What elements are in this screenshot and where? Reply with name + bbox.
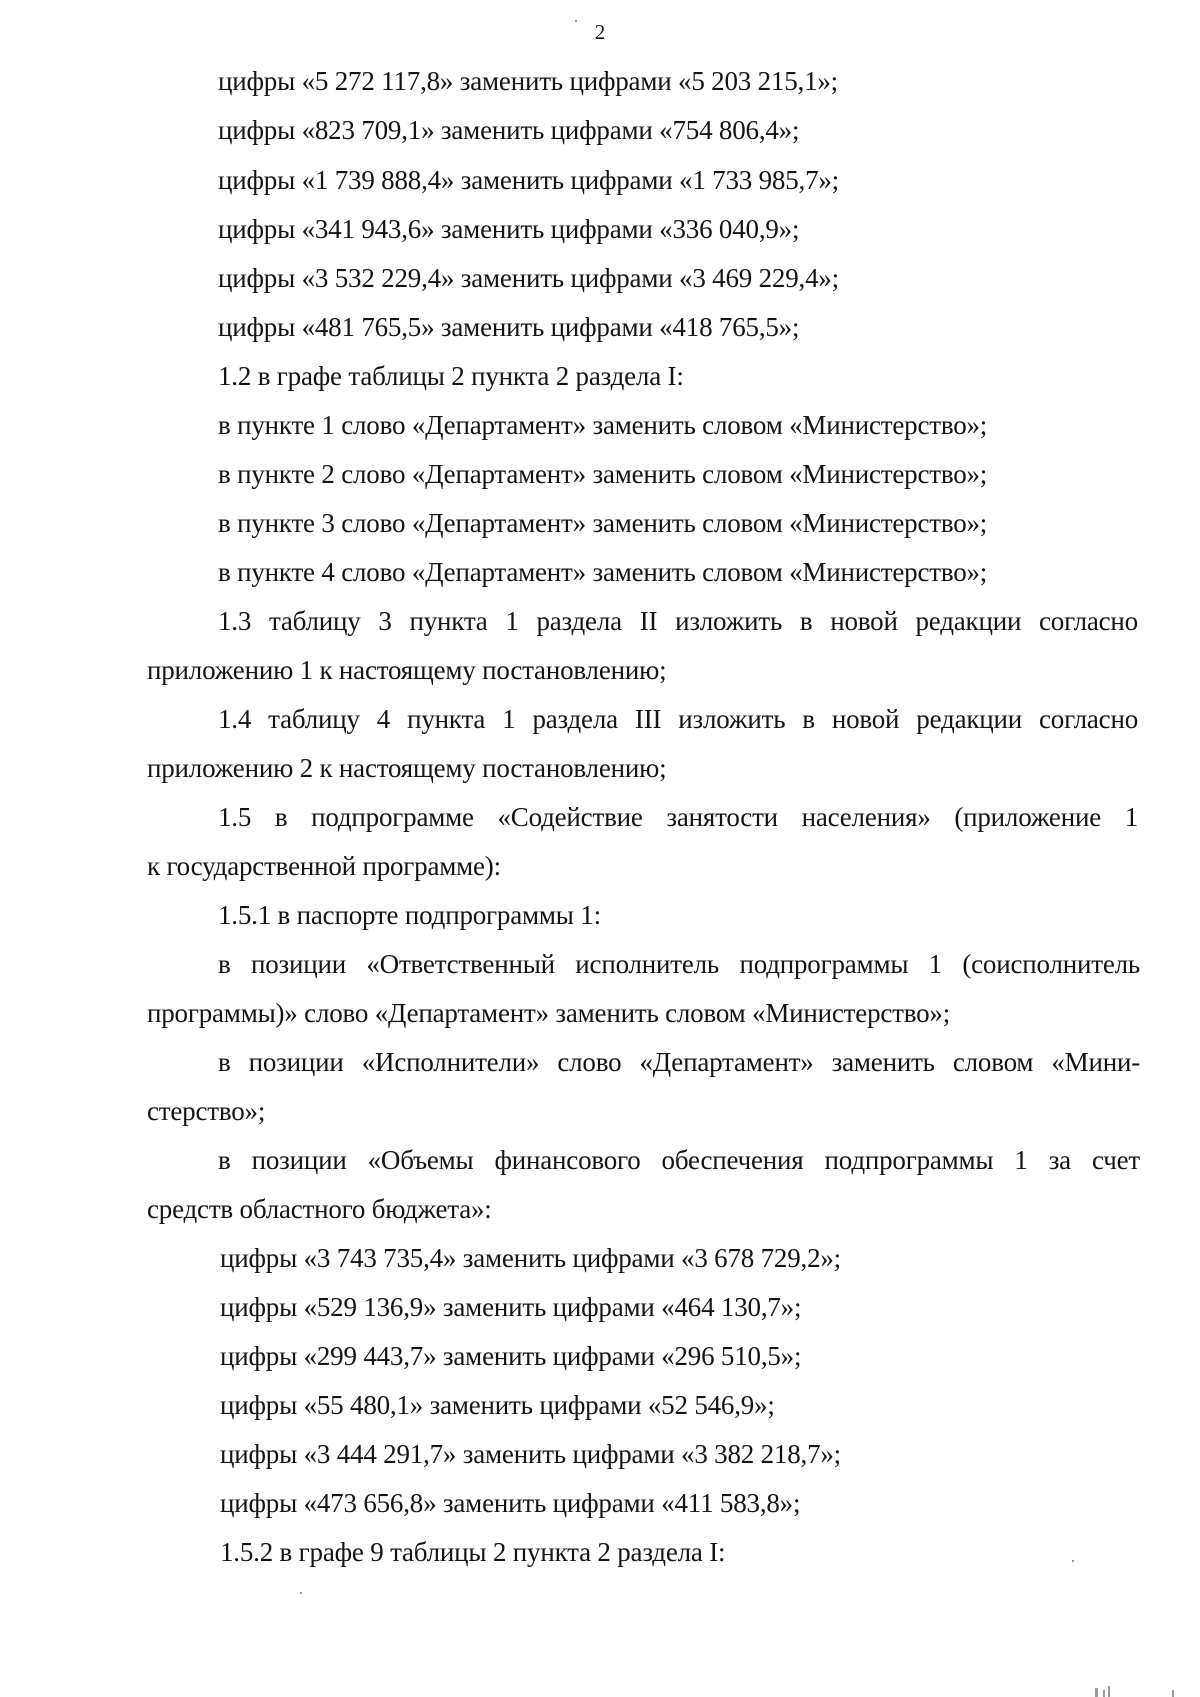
text-line: 1.5.2 в графе 9 таблицы 2 пункта 2 раздела I: <box>220 1537 726 1567</box>
text-line: в пункте 4 слово «Департамент» заменить словом «Министерство»; <box>218 557 988 587</box>
scan-speck <box>1072 1560 1074 1562</box>
text-line: цифры «55 480,1» заменить цифрами «52 546,9»; <box>220 1390 775 1420</box>
text-line: цифры «299 443,7» заменить цифрами «296 510,5»; <box>220 1341 802 1371</box>
text-line: цифры «473 656,8» заменить цифрами «411 583,8»; <box>220 1488 801 1518</box>
text-line: в позиции «Ответственный исполнитель подпрограммы 1 (соисполнитель <box>218 949 1140 979</box>
scan-speck <box>300 1592 302 1594</box>
text-line: цифры «3 444 291,7» заменить цифрами «3 382 218,7»; <box>220 1439 841 1469</box>
text-line: цифры «5 272 117,8» заменить цифрами «5 203 215,1»; <box>218 66 838 96</box>
text-line: цифры «481 765,5» заменить цифрами «418 765,5»; <box>218 312 800 342</box>
text-line: цифры «341 943,6» заменить цифрами «336 040,9»; <box>218 214 800 244</box>
text-line: 1.4 таблицу 4 пункта 1 раздела III изложить в новой редакции согласно <box>218 704 1138 734</box>
scan-speck <box>1103 1690 1105 1697</box>
text-line: цифры «3 532 229,4» заменить цифрами «3 469 229,4»; <box>218 263 839 293</box>
text-line: стерство»; <box>147 1096 266 1126</box>
text-line: цифры «1 739 888,4» заменить цифрами «1 733 985,7»; <box>218 165 839 195</box>
text-line: средств областного бюджета»: <box>147 1194 492 1224</box>
text-line: 1.3 таблицу 3 пункта 1 раздела II изложить в новой редакции согласно <box>218 606 1138 636</box>
text-line: цифры «3 743 735,4» заменить цифрами «3 678 729,2»; <box>220 1243 841 1273</box>
text-line: в пункте 3 слово «Департамент» заменить словом «Министерство»; <box>218 508 988 538</box>
text-line: в пункте 2 слово «Департамент» заменить словом «Министерство»; <box>218 459 988 489</box>
scan-speck <box>1095 1688 1098 1697</box>
text-line: цифры «823 709,1» заменить цифрами «754 806,4»; <box>218 115 800 145</box>
text-line: в позиции «Объемы финансового обеспечения подпрограммы 1 за счет <box>218 1145 1140 1175</box>
scan-speck <box>1172 1690 1174 1697</box>
text-line: приложению 2 к настоящему постановлению; <box>147 753 667 783</box>
text-line: цифры «529 136,9» заменить цифрами «464 130,7»; <box>220 1292 802 1322</box>
scan-speck <box>1108 1686 1110 1697</box>
scan-speck <box>575 20 577 22</box>
text-line: 1.5.1 в паспорте подпрограммы 1: <box>218 900 601 930</box>
text-line: в пункте 1 слово «Департамент» заменить словом «Министерство»; <box>218 410 988 440</box>
text-line: в позиции «Исполнители» слово «Департамент» заменить словом «Мини- <box>218 1047 1140 1077</box>
text-line: 1.2 в графе таблицы 2 пункта 2 раздела I: <box>218 361 684 391</box>
page-number: 2 <box>594 20 606 44</box>
text-line: 1.5 в подпрограмме «Содействие занятости населения» (приложение 1 <box>218 802 1138 832</box>
text-line: программы)» слово «Департамент» заменить словом «Министерство»; <box>147 998 951 1028</box>
text-line: приложению 1 к настоящему постановлению; <box>147 655 667 685</box>
text-line: к государственной программе): <box>147 851 501 881</box>
